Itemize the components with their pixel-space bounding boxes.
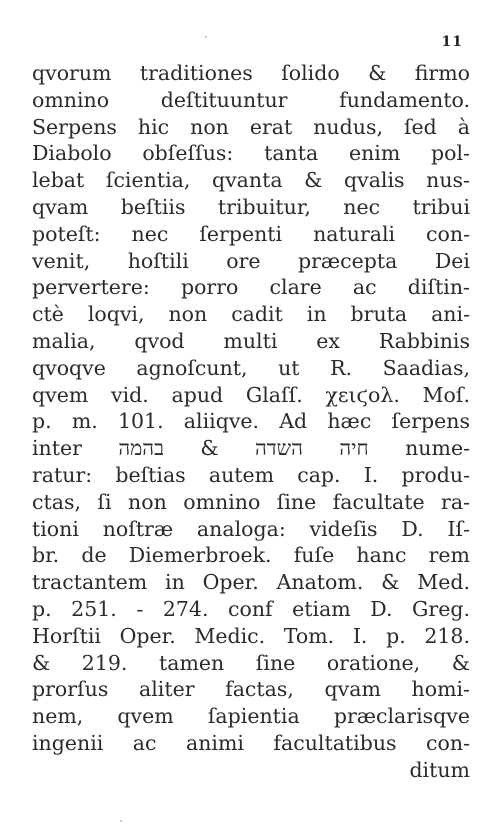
text-line: lebat ſcientia, qvanta & qvalis nus- <box>32 168 470 193</box>
text-line: Serpens hic non erat nudus, ſed à <box>32 114 470 139</box>
body-text <box>32 60 470 784</box>
page-number: 11 <box>441 34 463 50</box>
text-line: ingenii ac animi facultatibus con- <box>32 730 470 755</box>
text-line: tractantem in Oper. Anatom. & Med. <box>32 570 470 595</box>
text-line: Diabolo obſeſſus: tanta enim pol- <box>32 141 470 166</box>
text-line: p. m. 101. aliiqve. Ad hæc ſerpens <box>32 409 470 434</box>
paper-speck <box>205 36 207 38</box>
text-line: Horſtii Oper. Medic. Tom. I. p. 218. <box>32 623 470 648</box>
text-line: & 219. tamen ſine oratione, & <box>32 650 470 675</box>
text-line: qvam beſtiis tribuitur, nec tribui <box>32 194 470 219</box>
text-line: ditum <box>409 757 470 782</box>
text-line: pervertere: porro clare ac diſtin- <box>32 275 470 300</box>
text-line: ctas, ſi non omnino ſine facultate ra- <box>32 489 470 514</box>
text-line: inter חיה השדה & בהמה nume- <box>32 436 470 461</box>
text-line: nem, qvem ſapientia præclarisqve <box>32 704 470 729</box>
text-line: ctè loqvi, non cadit in bruta ani- <box>32 302 470 327</box>
text-line: qvorum traditiones ſolido & firmo <box>32 61 470 85</box>
text-line: poteſt: nec ſerpenti naturali con- <box>32 221 470 246</box>
text-line: omnino deſtituuntur fundamento. <box>32 87 470 112</box>
text-line: prorſus aliter factas, qvam homi- <box>32 677 470 702</box>
text-line: ratur: beſtias autem cap. I. produ- <box>32 462 470 487</box>
text-line: br. de Diemerbroek. fuſe hanc rem <box>32 543 470 568</box>
text-line: qvoqve agnoſcunt, ut R. Saadias, <box>32 355 470 380</box>
text-line: p. 251. - 274. conf etiam D. Greg. <box>32 596 470 621</box>
text-line: qvem vid. apud Glaſſ. χειϛολ. Moſ. <box>32 382 470 407</box>
text-line: tioni noſtræ analoga: videſis D. Iſ- <box>32 516 470 541</box>
text-line: malia, qvod multi ex Rabbinis <box>32 328 470 353</box>
paper-speck <box>120 820 122 822</box>
text-line: venit, hoſtili ore præcepta Dei <box>32 248 470 273</box>
